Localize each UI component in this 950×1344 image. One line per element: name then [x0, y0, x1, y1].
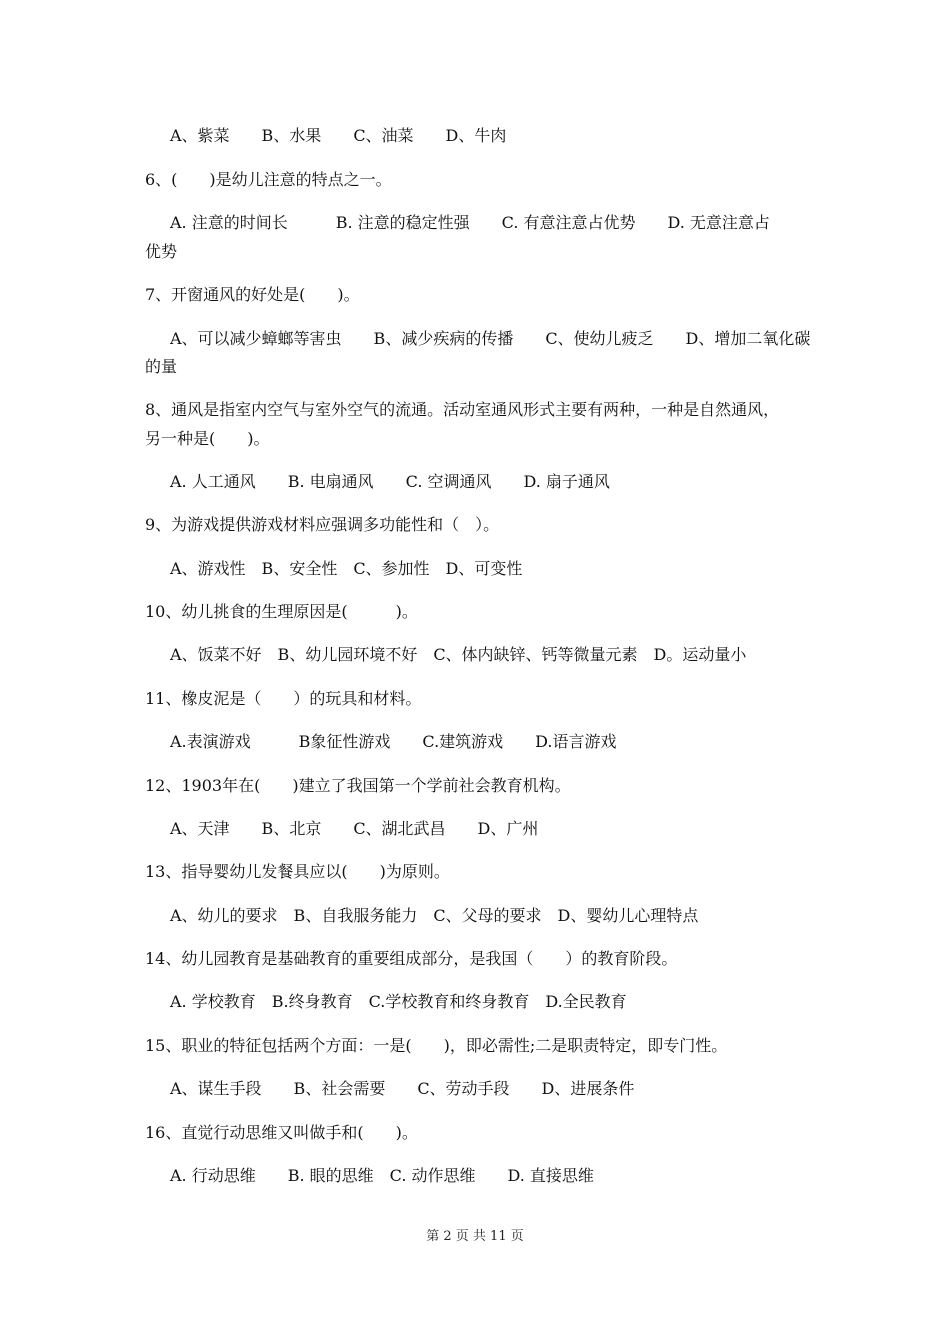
q15-question: 15、职业的特征包括两个方面：一是( )，即必需性;二是职责特定，即专门性。 — [145, 1036, 728, 1055]
q7-question: 7、开窗通风的好处是( )。 — [145, 285, 360, 304]
q12-question: 12、1903年在( )建立了我国第一个学前社会教育机构。 — [145, 776, 571, 795]
q7-options-continued: 的量 — [145, 357, 178, 376]
q9-options: A、游戏性 B、安全性 C、参加性 D、可变性 — [170, 559, 523, 578]
q10-options: A、饭菜不好 B、幼儿园环境不好 C、体内缺锌、钙等微量元素 D。运动量小 — [170, 645, 747, 664]
q13-options: A、幼儿的要求 B、自我服务能力 C、父母的要求 D、婴幼儿心理特点 — [170, 906, 699, 925]
q13-question: 13、指导婴幼儿发餐具应以( )为原则。 — [145, 862, 450, 881]
q5-options: A、紫菜 B、水果 C、油菜 D、牛肉 — [170, 126, 507, 145]
q8-question: 8、通风是指室内空气与室外空气的流通。活动室通风形式主要有两种，一种是自然通风， — [145, 400, 780, 419]
q11-options: A.表演游戏 B象征性游戏 C.建筑游戏 D.语言游戏 — [170, 732, 617, 751]
page-footer: 第 2 页 共 11 页 — [426, 1229, 524, 1244]
q16-question: 16、直觉行动思维又叫做手和( )。 — [145, 1123, 418, 1142]
q7-options: A、可以减少蟑螂等害虫 B、减少疾病的传播 C、使幼儿疲乏 D、增加二氧化碳 — [170, 329, 811, 348]
q14-options: A. 学校教育 B.终身教育 C.学校教育和终身教育 D.全民教育 — [170, 992, 627, 1011]
q10-question: 10、幼儿挑食的生理原因是( )。 — [145, 602, 418, 621]
q16-options: A. 行动思维 B. 眼的思维 C. 动作思维 D. 直接思维 — [170, 1166, 594, 1185]
q6-question: 6、( )是幼儿注意的特点之一。 — [145, 170, 392, 189]
q15-options: A、谋生手段 B、社会需要 C、劳动手段 D、进展条件 — [170, 1079, 635, 1098]
q12-options: A、天津 B、北京 C、湖北武昌 D、广州 — [170, 819, 539, 838]
q9-question: 9、为游戏提供游戏材料应强调多功能性和（ ）。 — [145, 515, 500, 534]
q14-question: 14、幼儿园教育是基础教育的重要组成部分，是我国（ ）的教育阶段。 — [145, 949, 678, 968]
q11-question: 11、橡皮泥是（ ）的玩具和材料。 — [145, 689, 422, 708]
q8-question-continued: 另一种是( )。 — [145, 429, 270, 448]
q6-options: A. 注意的时间长 B. 注意的稳定性强 C. 有意注意占优势 D. 无意注意占 — [170, 213, 770, 232]
q6-options-continued: 优势 — [145, 242, 178, 261]
q8-options: A. 人工通风 B. 电扇通风 C. 空调通风 D. 扇子通风 — [170, 472, 610, 491]
